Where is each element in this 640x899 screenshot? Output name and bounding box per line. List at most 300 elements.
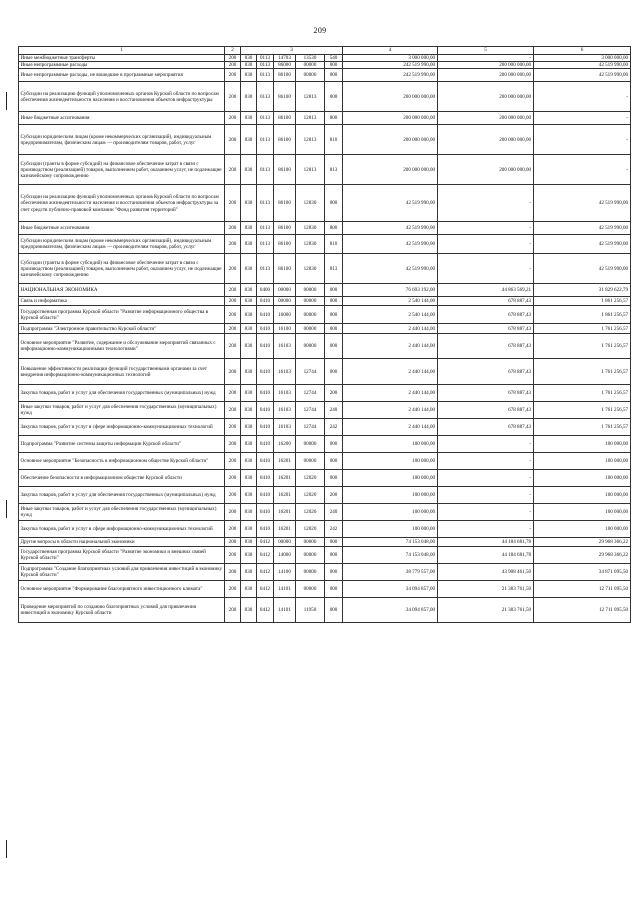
code-cell: 830 xyxy=(241,235,257,254)
row-name-cell: Иные закупки товаров, работ и услуг для обеспечения государственных (муниципальных) нужд xyxy=(19,504,225,521)
code-cell: 000 xyxy=(325,470,343,487)
code-cell: 0412 xyxy=(257,598,274,623)
amount-cell: 42 519 990,00 xyxy=(534,69,631,82)
table-row xyxy=(19,284,631,297)
table-row xyxy=(19,547,631,564)
code-cell: 0410 xyxy=(257,504,274,521)
amount-cell: - xyxy=(438,487,534,504)
code-cell: 000 xyxy=(325,547,343,564)
code-cell: 200 xyxy=(225,155,241,185)
amount-cell: 100 000,00 xyxy=(343,521,438,538)
amount-cell: 100 000,00 xyxy=(534,487,631,504)
amount-cell: 200 000 000,00 xyxy=(438,82,534,112)
amount-cell: 3 000 000,00 xyxy=(343,55,438,62)
row-name-cell: Связь и информатика xyxy=(19,297,225,306)
code-cell: 00000 xyxy=(274,538,296,547)
amount-cell: 2 440 144,00 xyxy=(343,385,438,402)
code-cell: 86100 xyxy=(274,222,296,235)
amount-cell: 100 000,00 xyxy=(534,504,631,521)
budget-table xyxy=(18,46,631,623)
amount-cell: 12 711 095,50 xyxy=(534,581,631,598)
table-header-row xyxy=(19,47,631,55)
code-cell: 86100 xyxy=(274,125,296,155)
amount-cell: 242 519 990,00 xyxy=(343,62,438,69)
code-cell: 86100 xyxy=(274,185,296,222)
code-cell: 00000 xyxy=(296,297,325,306)
amount-cell: - xyxy=(438,235,534,254)
code-cell: 00000 xyxy=(296,581,325,598)
code-cell: 16201 xyxy=(274,521,296,538)
amount-cell: 200 000 000,00 xyxy=(343,155,438,185)
amount-cell: 678 887,43 xyxy=(438,385,534,402)
code-cell: 0113 xyxy=(257,254,274,284)
row-name-cell: НАЦИОНАЛЬНАЯ ЭКОНОМИКА xyxy=(19,284,225,297)
code-cell: 16103 xyxy=(274,334,296,359)
amount-cell: - xyxy=(438,185,534,222)
code-cell: 86100 xyxy=(274,69,296,82)
table-row xyxy=(19,185,631,222)
code-cell: 830 xyxy=(241,453,257,470)
amount-cell: 44 184 681,78 xyxy=(438,538,534,547)
row-name-cell: Другие вопросы в области национальной экономики xyxy=(19,538,225,547)
amount-cell: 2 540 144,00 xyxy=(343,297,438,306)
code-cell: 200 xyxy=(225,402,241,419)
code-cell: 16103 xyxy=(274,419,296,436)
code-cell: 200 xyxy=(225,235,241,254)
code-cell: 200 xyxy=(225,297,241,306)
code-cell: 200 xyxy=(225,419,241,436)
code-cell: 0410 xyxy=(257,385,274,402)
code-cell: 12830 xyxy=(296,254,325,284)
code-cell: 0113 xyxy=(257,62,274,69)
code-cell: 16103 xyxy=(274,359,296,385)
code-cell: 00000 xyxy=(296,62,325,69)
code-cell: 830 xyxy=(241,402,257,419)
code-cell: 000 xyxy=(325,62,343,69)
row-name-cell: Иные непрограммные расходы xyxy=(19,62,225,69)
code-cell: 16201 xyxy=(274,504,296,521)
amount-cell: - xyxy=(534,125,631,155)
code-cell: 830 xyxy=(241,521,257,538)
code-cell: 830 xyxy=(241,581,257,598)
code-cell: 200 xyxy=(225,284,241,297)
code-cell: 830 xyxy=(241,155,257,185)
row-name-cell: Субсидии юридическим лицам (кроме некоммерческих организаций), индивидуальным предпринимателям, физическим лицам — производителям товаров, работ, услуг xyxy=(19,235,225,254)
code-cell: 12020 xyxy=(296,487,325,504)
amount-cell: 21 383 761,50 xyxy=(438,581,534,598)
amount-cell: - xyxy=(438,470,534,487)
code-cell: 12744 xyxy=(296,402,325,419)
amount-cell: 42 519 990,00 xyxy=(343,222,438,235)
code-cell: 0113 xyxy=(257,55,274,62)
amount-cell: 2 440 144,00 xyxy=(343,324,438,334)
budget-table-container xyxy=(18,46,630,623)
amount-cell: 1 861 256,57 xyxy=(534,306,631,324)
code-cell: 0410 xyxy=(257,324,274,334)
code-cell: 86100 xyxy=(274,82,296,112)
code-cell: 200 xyxy=(225,581,241,598)
code-cell: 0113 xyxy=(257,222,274,235)
amount-cell: 42 519 990,00 xyxy=(534,222,631,235)
code-cell: 0410 xyxy=(257,297,274,306)
code-cell: 200 xyxy=(225,564,241,581)
code-cell: 830 xyxy=(241,538,257,547)
table-row xyxy=(19,82,631,112)
table-row xyxy=(19,254,631,284)
amount-cell: 1 761 256,57 xyxy=(534,334,631,359)
code-cell: 000 xyxy=(325,538,343,547)
amount-cell: 200 000 000,00 xyxy=(343,82,438,112)
code-cell: 0113 xyxy=(257,112,274,125)
code-cell: 00000 xyxy=(296,324,325,334)
code-cell: 000 xyxy=(325,436,343,453)
code-cell: 200 xyxy=(225,55,241,62)
code-cell: 16000 xyxy=(274,306,296,324)
header-cell: 2 xyxy=(225,47,241,55)
amount-cell: 200 000 000,00 xyxy=(438,62,534,69)
code-cell: 14101 xyxy=(274,581,296,598)
row-name-cell: Основное мероприятие "Развитие, содержание и обслуживание мероприятий связанных с информационно-коммуникационными технологиями" xyxy=(19,334,225,359)
amount-cell: 100 000,00 xyxy=(534,453,631,470)
code-cell: 830 xyxy=(241,62,257,69)
row-name-cell: Закупка товаров, работ и услуг для обеспечения государственных (муниципальных) нужд xyxy=(19,385,225,402)
amount-cell: - xyxy=(438,521,534,538)
amount-cell: 678 887,43 xyxy=(438,402,534,419)
header-cell: 6 xyxy=(534,47,631,55)
amount-cell: 100 000,00 xyxy=(343,470,438,487)
code-cell: 830 xyxy=(241,419,257,436)
amount-cell: 43 908 461,50 xyxy=(438,564,534,581)
row-name-cell: Проведение мероприятий по созданию благоприятных условий для привлечения инвестиций в экономику Курской области xyxy=(19,598,225,623)
table-row xyxy=(19,598,631,623)
table-row xyxy=(19,402,631,419)
page-number: 209 xyxy=(313,26,327,35)
amount-cell: 200 000 000,00 xyxy=(343,125,438,155)
amount-cell: 200 000 000,00 xyxy=(438,155,534,185)
code-cell: 830 xyxy=(241,284,257,297)
code-cell: 00000 xyxy=(296,306,325,324)
code-cell: 200 xyxy=(225,306,241,324)
amount-cell: 2 440 144,00 xyxy=(343,334,438,359)
amount-cell: 1 761 256,57 xyxy=(534,419,631,436)
table-row xyxy=(19,222,631,235)
code-cell: 12744 xyxy=(296,385,325,402)
amount-cell: 29 968 366,22 xyxy=(534,547,631,564)
code-cell: 830 xyxy=(241,125,257,155)
amount-cell: - xyxy=(438,55,534,62)
code-cell: 13530 xyxy=(296,55,325,62)
code-cell: 000 xyxy=(325,306,343,324)
code-cell: 12744 xyxy=(296,419,325,436)
code-cell: 200 xyxy=(225,547,241,564)
row-name-cell: Обеспечение безопасности в информационном обществе Курской области xyxy=(19,470,225,487)
row-name-cell: Государственная программа Курской области "Развитие экономики и внешних связей Курской области" xyxy=(19,547,225,564)
code-cell: 240 xyxy=(325,402,343,419)
amount-cell: 678 887,43 xyxy=(438,297,534,306)
table-row xyxy=(19,436,631,453)
table-row xyxy=(19,419,631,436)
row-name-cell: Субсидии на реализацию функций уполномоченных органов Курской области по вопросам обеспечения жизнедеятельности населения и восстановления объектов инфраструктуры за счет средств публично-правовой компании "Фонд развития территорий" xyxy=(19,185,225,222)
code-cell: 000 xyxy=(325,564,343,581)
amount-cell: - xyxy=(534,82,631,112)
amount-cell: - xyxy=(438,222,534,235)
amount-cell: 200 000 000,00 xyxy=(438,69,534,82)
code-cell: 242 xyxy=(325,521,343,538)
code-cell: 540 xyxy=(325,55,343,62)
code-cell: 0410 xyxy=(257,521,274,538)
table-row xyxy=(19,538,631,547)
code-cell: 12813 xyxy=(296,155,325,185)
table-row xyxy=(19,235,631,254)
code-cell: 0410 xyxy=(257,334,274,359)
table-row xyxy=(19,470,631,487)
code-cell: 810 xyxy=(325,235,343,254)
code-cell: 86100 xyxy=(274,155,296,185)
code-cell: 830 xyxy=(241,112,257,125)
code-cell: 830 xyxy=(241,185,257,222)
code-cell: 830 xyxy=(241,55,257,62)
code-cell: 000 xyxy=(325,581,343,598)
amount-cell: - xyxy=(438,436,534,453)
margin-mark xyxy=(6,500,10,518)
code-cell: 0410 xyxy=(257,470,274,487)
row-name-cell: Субсидии юридическим лицам (кроме некоммерческих организаций), индивидуальным предпринимателям, физическим лицам — производителям товаров, работ, услуг xyxy=(19,125,225,155)
row-name-cell: Закупка товаров, работ и услуг в сфере информационно-коммуникационных технологий xyxy=(19,521,225,538)
code-cell: 14703 xyxy=(274,55,296,62)
code-cell: 16200 xyxy=(274,436,296,453)
code-cell: 0412 xyxy=(257,564,274,581)
code-cell: 00000 xyxy=(296,547,325,564)
code-cell: 830 xyxy=(241,306,257,324)
row-name-cell: Повышение эффективности реализации функций государственными органами за счет внедрения информационно-коммуникационных технологий xyxy=(19,359,225,385)
row-name-cell: Подпрограмма "Развитие системы защиты информации Курской области" xyxy=(19,436,225,453)
table-row xyxy=(19,504,631,521)
table-row xyxy=(19,155,631,185)
row-name-cell: Субсидии (гранты в форме субсидий) на финансовое обеспечение затрат в связи с производством (реализацией) товаров, выполнением работ, оказанием услуг, не подлежащие казначейскому сопровождению xyxy=(19,254,225,284)
code-cell: 12813 xyxy=(296,112,325,125)
amount-cell: - xyxy=(438,254,534,284)
code-cell: 0412 xyxy=(257,547,274,564)
code-cell: 00000 xyxy=(296,453,325,470)
amount-cell: 34 094 857,00 xyxy=(343,581,438,598)
row-name-cell: Иные межбюджетные трансферты xyxy=(19,55,225,62)
code-cell: 16201 xyxy=(274,487,296,504)
table-row xyxy=(19,112,631,125)
code-cell: 0113 xyxy=(257,185,274,222)
amount-cell: 678 887,43 xyxy=(438,359,534,385)
amount-cell: 678 887,43 xyxy=(438,334,534,359)
code-cell: 200 xyxy=(325,385,343,402)
table-row xyxy=(19,359,631,385)
code-cell: 830 xyxy=(241,436,257,453)
header-cell: 4 xyxy=(343,47,438,55)
code-cell: 200 xyxy=(225,82,241,112)
amount-cell: 76 693 192,00 xyxy=(343,284,438,297)
code-cell: 0113 xyxy=(257,235,274,254)
code-cell: 00000 xyxy=(296,436,325,453)
row-name-cell: Основное мероприятие "Безопасность в информационном обществе Курской области" xyxy=(19,453,225,470)
code-cell: 14000 xyxy=(274,547,296,564)
row-name-cell: Подпрограмма "Электронное правительство Курской области" xyxy=(19,324,225,334)
amount-cell: 100 000,00 xyxy=(534,521,631,538)
code-cell: 200 xyxy=(225,504,241,521)
code-cell: 200 xyxy=(325,487,343,504)
amount-cell: 1 761 256,57 xyxy=(534,324,631,334)
amount-cell: 74 153 048,00 xyxy=(343,538,438,547)
code-cell: 0410 xyxy=(257,436,274,453)
code-cell: 14100 xyxy=(274,564,296,581)
amount-cell: 42 519 990,00 xyxy=(534,254,631,284)
amount-cell: 100 000,00 xyxy=(343,487,438,504)
code-cell: 200 xyxy=(225,436,241,453)
amount-cell: 678 887,43 xyxy=(438,419,534,436)
code-cell: 000 xyxy=(325,453,343,470)
code-cell: 16201 xyxy=(274,453,296,470)
code-cell: 0113 xyxy=(257,69,274,82)
code-cell: 830 xyxy=(241,504,257,521)
amount-cell: 42 519 990,00 xyxy=(534,62,631,69)
code-cell: 00000 xyxy=(296,334,325,359)
code-cell: 200 xyxy=(225,125,241,155)
code-cell: 200 xyxy=(225,521,241,538)
code-cell: 12830 xyxy=(296,185,325,222)
code-cell: 830 xyxy=(241,547,257,564)
table-row xyxy=(19,581,631,598)
row-name-cell: Закупка товаров, работ и услуг для обеспечения государственных (муниципальных) нужд xyxy=(19,487,225,504)
amount-cell: 29 968 366,22 xyxy=(534,538,631,547)
code-cell: 00000 xyxy=(296,69,325,82)
code-cell: 86100 xyxy=(274,235,296,254)
code-cell: 200 xyxy=(225,324,241,334)
amount-cell: 242 519 990,00 xyxy=(343,69,438,82)
amount-cell: 44 863 569,21 xyxy=(438,284,534,297)
table-row xyxy=(19,334,631,359)
code-cell: 0410 xyxy=(257,306,274,324)
code-cell: 11950 xyxy=(296,598,325,623)
code-cell: 86100 xyxy=(274,254,296,284)
table-row xyxy=(19,55,631,62)
code-cell: 0400 xyxy=(257,284,274,297)
code-cell: 200 xyxy=(225,385,241,402)
code-cell: 830 xyxy=(241,487,257,504)
code-cell: 0113 xyxy=(257,155,274,185)
amount-cell: 42 519 990,00 xyxy=(343,235,438,254)
amount-cell: 42 519 990,00 xyxy=(534,185,631,222)
code-cell: 830 xyxy=(241,334,257,359)
code-cell: 200 xyxy=(225,185,241,222)
row-name-cell: Иные закупки товаров, работ и услуг для обеспечения государственных (муниципальных) нужд xyxy=(19,402,225,419)
code-cell: 0113 xyxy=(257,125,274,155)
table-row xyxy=(19,324,631,334)
code-cell: 200 xyxy=(225,453,241,470)
row-name-cell: Субсидии (гранты в форме субсидий) на финансовое обеспечение затрат в связи с производством (реализацией) товаров, выполнением работ, оказанием услуг, не подлежащие казначейскому сопровождению xyxy=(19,155,225,185)
amount-cell: 21 383 761,50 xyxy=(438,598,534,623)
code-cell: 200 xyxy=(225,470,241,487)
table-row xyxy=(19,125,631,155)
amount-cell: - xyxy=(438,453,534,470)
amount-cell: 1 761 256,57 xyxy=(534,359,631,385)
code-cell: 800 xyxy=(325,222,343,235)
amount-cell: 3 000 000,00 xyxy=(534,55,631,62)
amount-cell: 38 779 557,00 xyxy=(343,564,438,581)
amount-cell: 42 519 990,00 xyxy=(534,235,631,254)
code-cell: 0113 xyxy=(257,82,274,112)
amount-cell: 100 000,00 xyxy=(343,453,438,470)
code-cell: 830 xyxy=(241,297,257,306)
row-name-cell: Иные бюджетные ассигнования xyxy=(19,222,225,235)
code-cell: 14101 xyxy=(274,598,296,623)
amount-cell: 2 440 144,00 xyxy=(343,402,438,419)
table-row xyxy=(19,487,631,504)
code-cell: 12020 xyxy=(296,470,325,487)
code-cell: 200 xyxy=(225,69,241,82)
code-cell: 00000 xyxy=(296,284,325,297)
table-row xyxy=(19,453,631,470)
code-cell: 800 xyxy=(325,112,343,125)
table-row xyxy=(19,385,631,402)
code-cell: 16201 xyxy=(274,470,296,487)
code-cell: 830 xyxy=(241,598,257,623)
code-cell: 200 xyxy=(225,359,241,385)
code-cell: 813 xyxy=(325,155,343,185)
amount-cell: 34 094 857,00 xyxy=(343,598,438,623)
row-name-cell: Основное мероприятие "Формирование благоприятного инвестиционного климата" xyxy=(19,581,225,598)
code-cell: 830 xyxy=(241,69,257,82)
row-name-cell: Иные бюджетные ассигнования xyxy=(19,112,225,125)
code-cell: 830 xyxy=(241,359,257,385)
code-cell: 200 xyxy=(225,538,241,547)
code-cell: 200 xyxy=(225,112,241,125)
code-cell: 12813 xyxy=(296,82,325,112)
header-cell: 5 xyxy=(438,47,534,55)
code-cell: 12830 xyxy=(296,222,325,235)
amount-cell: 2 440 144,00 xyxy=(343,419,438,436)
code-cell: 12813 xyxy=(296,125,325,155)
amount-cell: - xyxy=(534,112,631,125)
amount-cell: 44 184 681,78 xyxy=(438,547,534,564)
table-row xyxy=(19,69,631,82)
table-row xyxy=(19,62,631,69)
code-cell: 830 xyxy=(241,82,257,112)
header-cell: 3 xyxy=(241,47,343,55)
code-cell: 0412 xyxy=(257,581,274,598)
code-cell: 000 xyxy=(325,324,343,334)
code-cell: 0412 xyxy=(257,538,274,547)
code-cell: 0410 xyxy=(257,453,274,470)
amount-cell: 2 540 144,00 xyxy=(343,306,438,324)
amount-cell: 200 000 000,00 xyxy=(438,125,534,155)
margin-mark xyxy=(6,92,10,110)
table-row xyxy=(19,521,631,538)
code-cell: 000 xyxy=(325,297,343,306)
amount-cell: 1 861 256,57 xyxy=(534,297,631,306)
amount-cell: 100 000,00 xyxy=(534,436,631,453)
margin-mark xyxy=(6,840,10,858)
row-name-cell: Государственная программа Курской области "Развитие информационного общества в Курской области" xyxy=(19,306,225,324)
row-name-cell: Субсидии на реализацию функций уполномоченных органов Курской области по вопросам обеспечения жизнедеятельности населения и восстановления объектов инфраструктуры xyxy=(19,82,225,112)
amount-cell: 100 000,00 xyxy=(534,470,631,487)
code-cell: 830 xyxy=(241,470,257,487)
code-cell: 000 xyxy=(325,284,343,297)
code-cell: 830 xyxy=(241,385,257,402)
code-cell: 86100 xyxy=(274,112,296,125)
amount-cell: 200 000 000,00 xyxy=(343,112,438,125)
code-cell: 000 xyxy=(325,334,343,359)
amount-cell: 42 519 990,00 xyxy=(343,185,438,222)
amount-cell: 1 761 256,57 xyxy=(534,402,631,419)
code-cell: 000 xyxy=(325,185,343,222)
code-cell: 0410 xyxy=(257,402,274,419)
